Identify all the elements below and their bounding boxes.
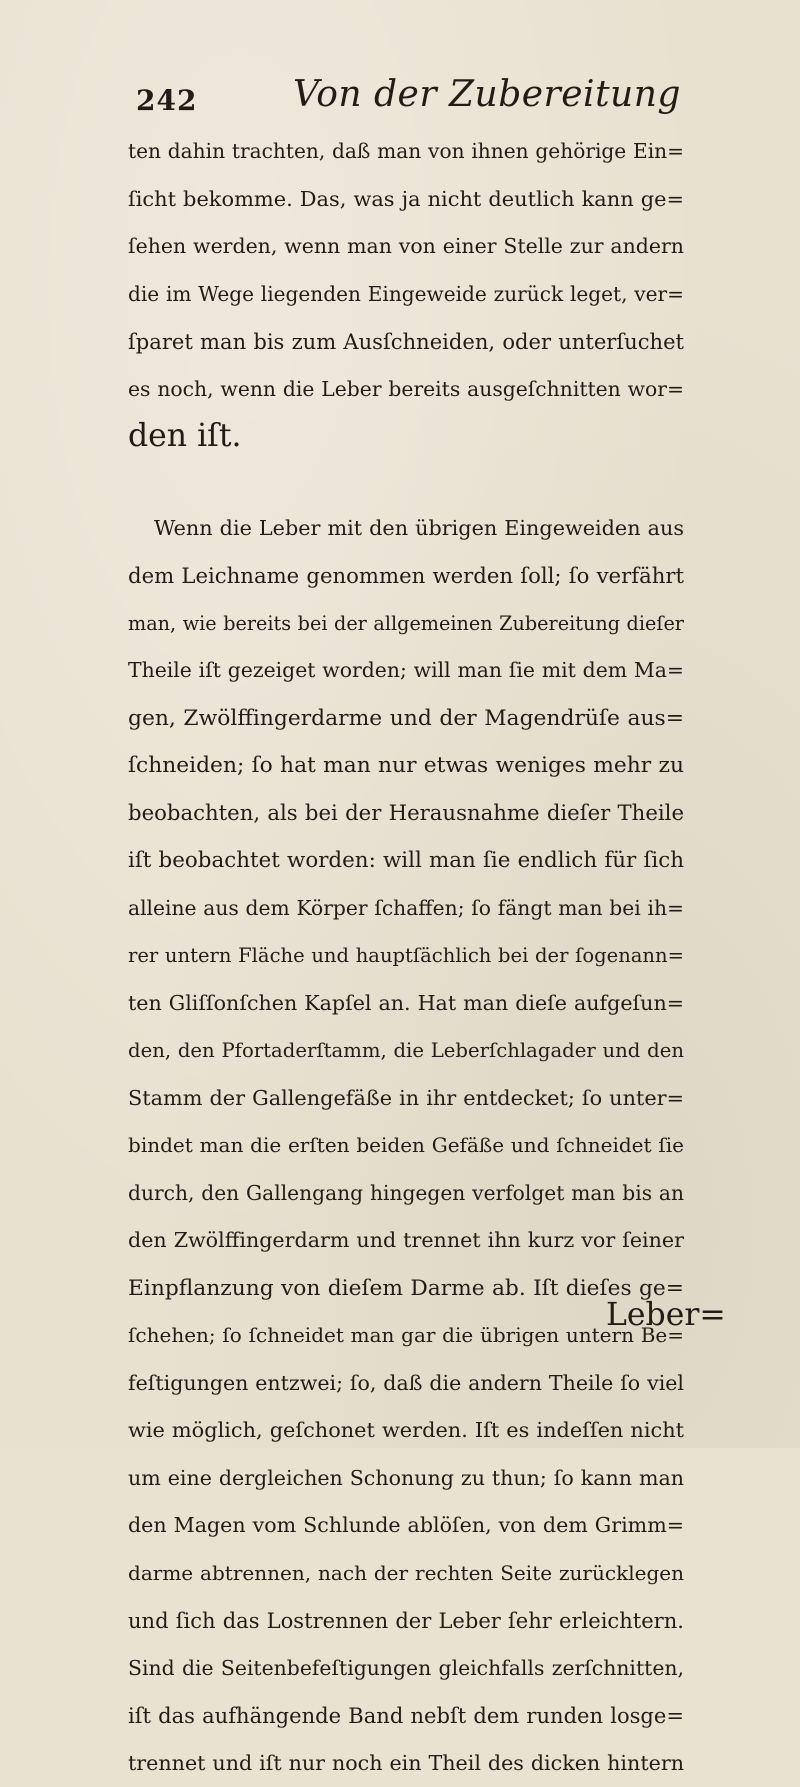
body-text bbox=[128, 128, 684, 1787]
paragraph-gap bbox=[128, 461, 684, 505]
text-line: durch, den Gallengang hingegen verfolget man bis an bbox=[128, 1170, 684, 1218]
text-line: es noch, wenn die Leber bereits ausgeſchnitten wor= bbox=[128, 366, 684, 414]
text-line: ſparet man bis zum Ausſchneiden, oder unterſuchet bbox=[128, 318, 684, 366]
text-line: iſt das aufhängende Band nebſt dem runden losge= bbox=[128, 1692, 684, 1740]
text-line: Theile iſt gezeiget worden; will man ſie mit dem Ma= bbox=[128, 647, 684, 695]
text-line: den Zwölffingerdarm und trennet ihn kurz vor ſeiner bbox=[128, 1217, 684, 1265]
text-line: dem Leichname genommen werden ſoll; ſo verfährt bbox=[128, 552, 684, 600]
text-line: ten Gliſſonſchen Kapſel an. Hat man dieſe aufgeſun= bbox=[128, 980, 684, 1028]
text-line: wie möglich, geſchonet werden. Iſt es indeſſen nicht bbox=[128, 1407, 684, 1455]
text-line: feſtigungen entzwei; ſo, daß die andern Theile ſo viel bbox=[128, 1360, 684, 1408]
running-title: Von der Zubereitung bbox=[293, 74, 681, 115]
text-line: Sind die Seitenbefeſtigungen gleichfalls zerſchnitten, bbox=[128, 1645, 684, 1693]
text-line: man, wie bereits bei der allgemeinen Zubereitung dieſer bbox=[128, 600, 684, 648]
text-line: ſchneiden; ſo hat man nur etwas weniges mehr zu bbox=[128, 742, 684, 790]
text-line: beobachten, als bei der Herausnahme dieſer Theile bbox=[128, 790, 684, 838]
text-line: ſchehen; ſo ſchneidet man gar die übrigen untern Be= bbox=[128, 1312, 684, 1360]
page-number: 242 bbox=[136, 84, 197, 117]
text-line: rer untern Fläche und hauptſächlich bei der ſogenann= bbox=[128, 932, 684, 980]
text-line: Wenn die Leber mit den übrigen Eingeweiden aus bbox=[128, 505, 684, 553]
text-line: ſehen werden, wenn man von einer Stelle zur andern bbox=[128, 223, 684, 271]
text-line: den iſt. bbox=[128, 413, 684, 461]
text-line: iſt beobachtet worden: will man ſie endlich für ſich bbox=[128, 837, 684, 885]
text-line: bindet man die erſten beiden Gefäße und ſchneidet ſie bbox=[128, 1122, 684, 1170]
text-line: die im Wege liegenden Eingeweide zurück leget, ver= bbox=[128, 271, 684, 319]
text-line: darme abtrennen, nach der rechten Seite zurücklegen bbox=[128, 1550, 684, 1598]
page-header bbox=[128, 70, 688, 120]
text-line: und ſich das Lostrennen der Leber ſehr erleichtern. bbox=[128, 1597, 684, 1645]
text-line: alleine aus dem Körper ſchaffen; ſo fängt man bei ih= bbox=[128, 885, 684, 933]
text-line: den, den Pfortaderſtamm, die Leberſchlagader und den bbox=[128, 1027, 684, 1075]
catchword: Leber= bbox=[606, 1292, 726, 1340]
text-line: gen, Zwölffingerdarme und der Magendrüſe aus= bbox=[128, 695, 684, 743]
paragraph-2 bbox=[128, 505, 684, 1787]
paragraph-1 bbox=[128, 128, 684, 461]
text-line: ſicht bekomme. Das, was ja nicht deutlich kann ge= bbox=[128, 176, 684, 224]
text-line: den Magen vom Schlunde ablöſen, von dem Grimm= bbox=[128, 1502, 684, 1550]
text-line: Einpflanzung von dieſem Darme ab. Iſt dieſes ge= bbox=[128, 1265, 684, 1313]
text-line: trennet und iſt nur noch ein Theil des dicken hintern bbox=[128, 1740, 684, 1787]
text-line: um eine dergleichen Schonung zu thun; ſo kann man bbox=[128, 1455, 684, 1503]
text-line: Stamm der Gallengefäße in ihr entdecket; ſo unter= bbox=[128, 1075, 684, 1123]
text-line: ten dahin trachten, daß man von ihnen gehörige Ein= bbox=[128, 128, 684, 176]
